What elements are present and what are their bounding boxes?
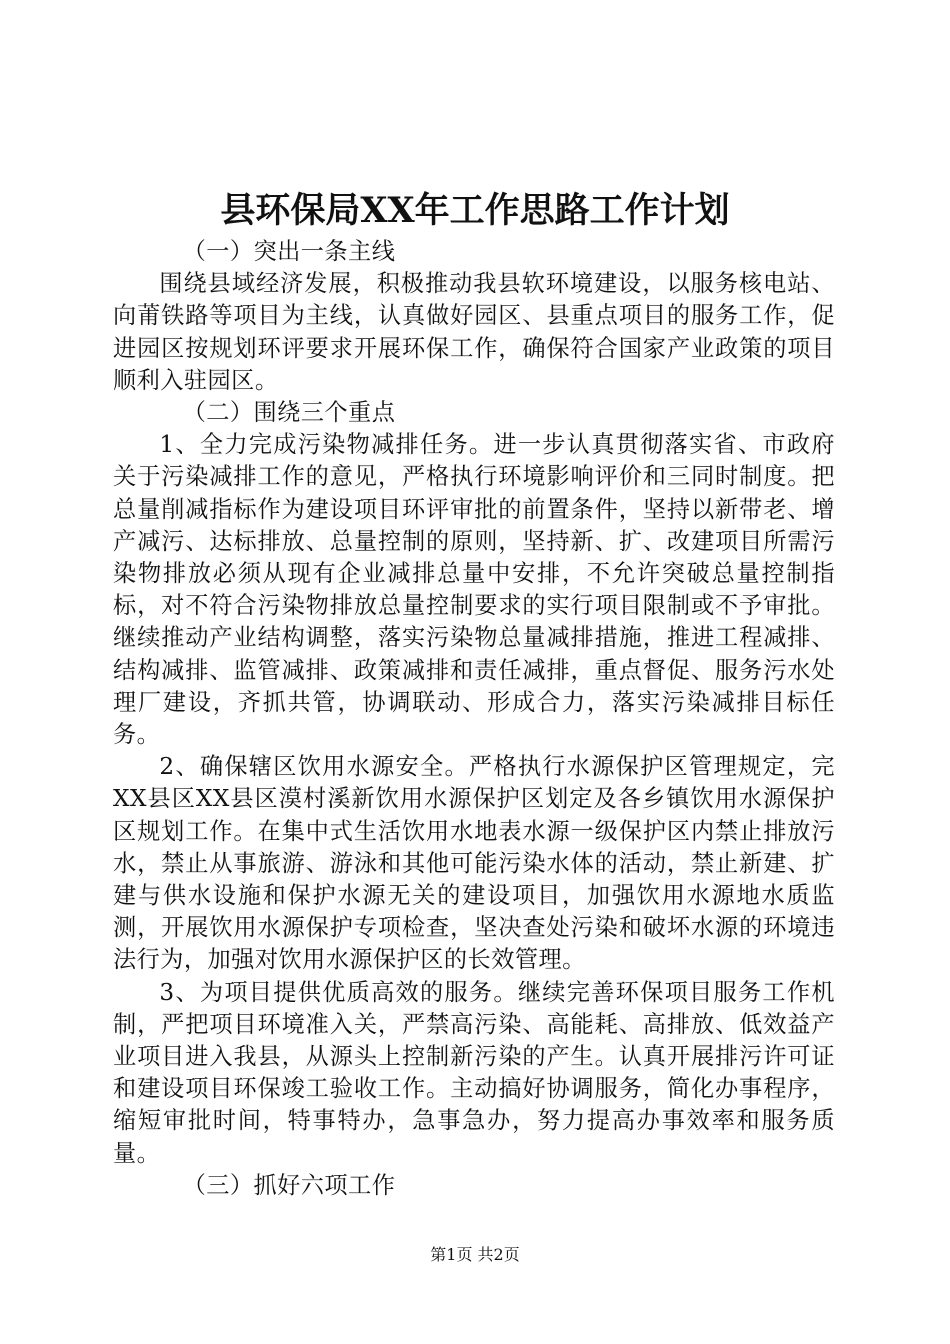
- section-heading-2: （二）围绕三个重点: [182, 399, 396, 427]
- paragraph-water-source: 2、确保辖区饮用水源安全。严格执行水源保护区管理规定，完XX县区XX县区漠村溪新饮用水源保护区划定及各乡镇饮用水源保护区规划工作。在集中式生活饮用水地表水源一级保护区内禁止排放污水，禁止从事旅游、游泳和其他可能污染水体的活动，禁止新建、扩建与供水设施和保护水源无关的建设项目，加强饮用水源地水质监测，开展饮用水源保护专项检查，坚决查处污染和破坏水源的环境违法行为，加强对饮用水源保护区的长效管理。: [113, 753, 835, 974]
- paragraph-project-service: 3、为项目提供优质高效的服务。继续完善环保项目服务工作机制，严把项目环境准入关，严禁高污染、高能耗、高排放、低效益产业项目进入我县，从源头上控制新污染的产生。认真开展排污许可证和建设项目环保竣工验收工作。主动搞好协调服务，简化办事程序，缩短审批时间，特事特办，急事急办，努力提高办事效率和服务质量。: [113, 978, 835, 1167]
- section-heading-1: （一）突出一条主线: [182, 238, 396, 265]
- paragraph-emission-reduction: 1、全力完成污染物减排任务。进一步认真贯彻落实省、市政府关于污染减排工作的意见，严格执行环境影响评价和三同时制度。把总量削减指标作为建设项目环评审批的前置条件，坚持以新带老、增产减污、达标排放、总量控制的原则，坚持新、扩、改建项目所需污染物排放必须从现有企业减排总量中安排，不允许突破总量控制指标，对不符合污染物排放总量控制要求的实行项目限制或不予审批。继续推动产业结构调整，落实污染物总量减排措施，推进工程减排、结构减排、监管减排、政策减排和责任减排，重点督促、服务污水处理厂建设，齐抓共管，协调联动、形成合力，落实污染减排目标任务。: [113, 431, 835, 749]
- paragraph-main-line: 围绕县域经济发展，积极推动我县软环境建设，以服务核电站、向莆铁路等项目为主线，认真做好园区、县重点项目的服务工作，促进园区按规划环评要求开展环保工作，确保符合国家产业政策的项目顺利入驻园区。: [113, 270, 835, 394]
- section-heading-3: （三）抓好六项工作: [182, 1171, 396, 1199]
- document-body: [113, 236, 835, 1202]
- page-footer: 第1页 共2页: [430, 1245, 520, 1264]
- document-title: 县环保局XX年工作思路工作计划: [220, 190, 730, 231]
